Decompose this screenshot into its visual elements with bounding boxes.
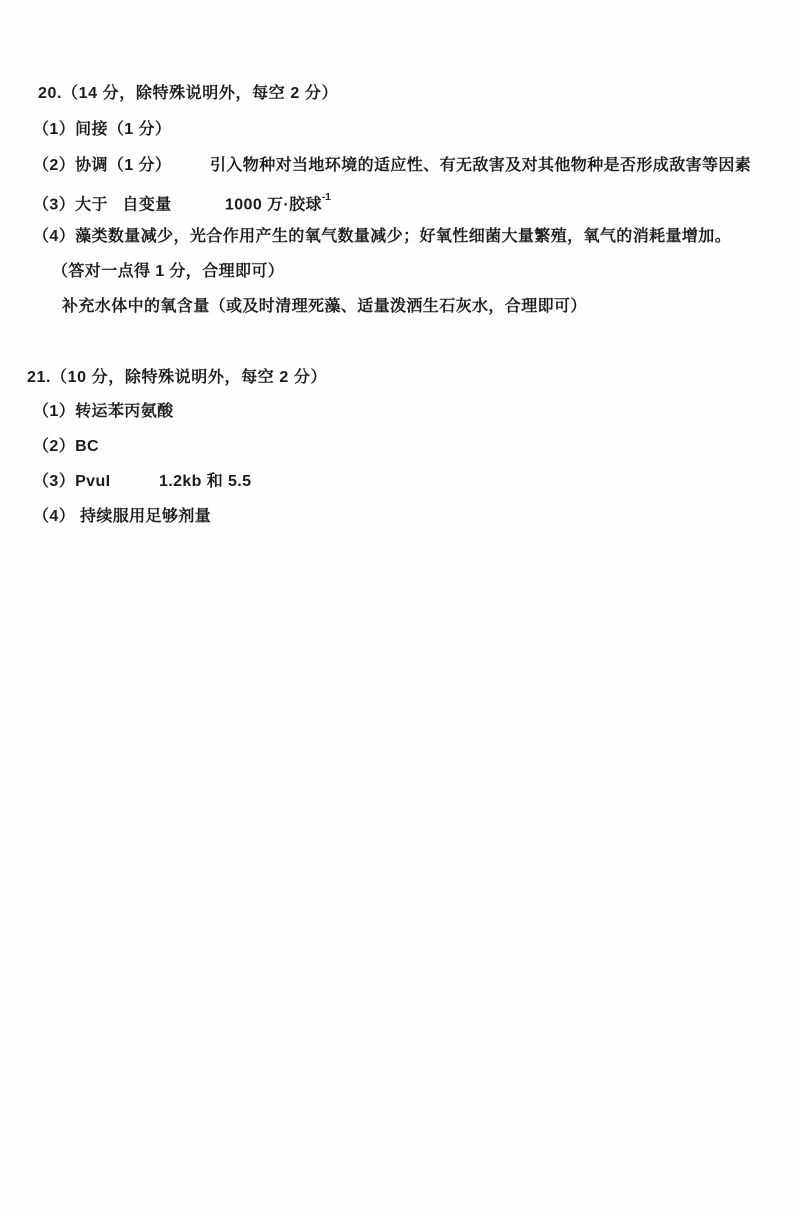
- q21-answer-3: （3）PvuI 1.2kb 和 5.5: [33, 473, 252, 490]
- q20-answer-4-supplement: 补充水体中的氧含量（或及时清理死藻、适量泼洒生石灰水，合理即可）: [62, 298, 587, 315]
- q20-answer-1: （1）间接（1 分）: [33, 121, 172, 138]
- question-20-header: 20.（14 分，除特殊说明外，每空 2 分）: [38, 85, 339, 102]
- q21-answer-2: （2）BC: [33, 438, 100, 455]
- q20-answer-3-text: （3）大于 自变量 1000 万·胶球: [33, 196, 322, 214]
- question-21-header: 21.（10 分，除特殊说明外，每空 2 分）: [27, 369, 328, 386]
- q21-answer-1: （1）转运苯丙氨酸: [33, 403, 174, 420]
- q20-answer-3-exponent: -1: [321, 192, 331, 203]
- q20-answer-3: [33, 191, 331, 215]
- q20-answer-2: （2）协调（1 分） 引入物种对当地环境的适应性、有无敌害及对其他物种是否形成敌害等因素: [33, 157, 752, 174]
- q20-answer-4-note: （答对一点得 1 分，合理即可）: [52, 263, 285, 280]
- q20-answer-4: （4）藻类数量减少，光合作用产生的氧气数量减少；好氧性细菌大量繁殖，氧气的消耗量增加。: [33, 228, 732, 245]
- q21-answer-4: （4） 持续服用足够剂量: [33, 508, 212, 525]
